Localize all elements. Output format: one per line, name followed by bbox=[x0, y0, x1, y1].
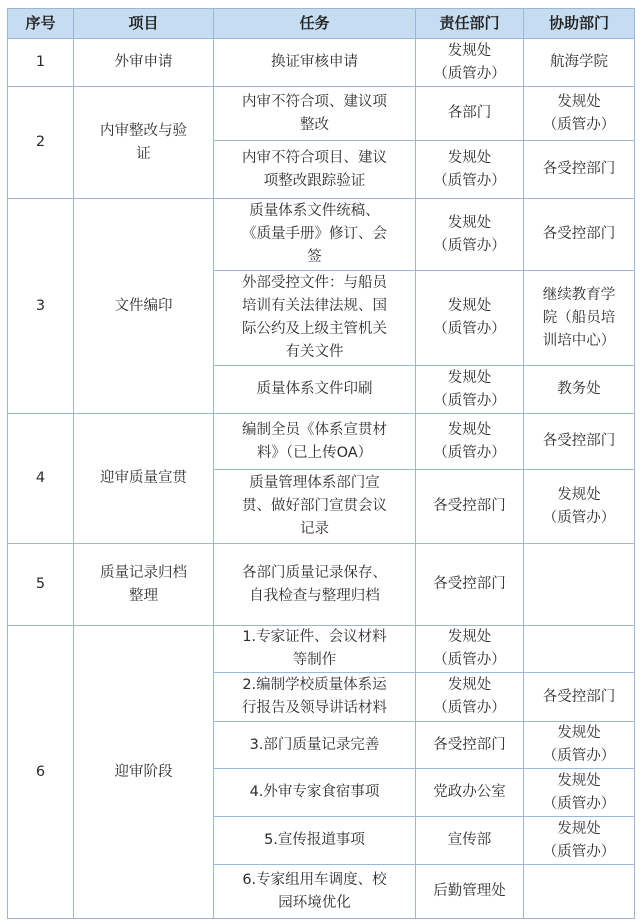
responsible-cell: 发规处 （质管办） bbox=[416, 414, 524, 470]
assist-cell: 发规处 （质管办） bbox=[524, 769, 635, 817]
table-header-row bbox=[8, 9, 635, 39]
task-cell: 外部受控文件：与船员 培训有关法律法规、国 际公约及上级主管机关 有关文件 bbox=[214, 271, 416, 366]
assist-cell: 各受控部门 bbox=[524, 673, 635, 722]
item-cell: 迎审质量宣贯 bbox=[74, 414, 214, 544]
responsible-cell: 发规处 （质管办） bbox=[416, 673, 524, 722]
task-cell: 1.专家证件、会议材料 等制作 bbox=[214, 626, 416, 673]
item-cell: 迎审阶段 bbox=[74, 626, 214, 919]
task-cell: 2.编制学校质量体系运 行报告及领导讲话材料 bbox=[214, 673, 416, 722]
responsible-cell: 后勤管理处 bbox=[416, 865, 524, 919]
table-row bbox=[8, 87, 635, 141]
item-cell: 质量记录归档 整理 bbox=[74, 544, 214, 626]
assist-cell: 各受控部门 bbox=[524, 414, 635, 470]
item-cell: 外审申请 bbox=[74, 39, 214, 87]
responsible-cell: 各受控部门 bbox=[416, 470, 524, 544]
task-cell: 3.部门质量记录完善 bbox=[214, 722, 416, 769]
task-cell: 编制全员《体系宣贯材 料》（已上传OA） bbox=[214, 414, 416, 470]
task-cell: 5.宣传报道事项 bbox=[214, 817, 416, 865]
responsible-cell: 宣传部 bbox=[416, 817, 524, 865]
assist-cell: 继续教育学 院（船员培 训培中心） bbox=[524, 271, 635, 366]
assist-cell: 发规处 （质管办） bbox=[524, 722, 635, 769]
responsible-cell: 各部门 bbox=[416, 87, 524, 141]
table-row bbox=[8, 414, 635, 470]
assist-cell bbox=[524, 626, 635, 673]
table-row bbox=[8, 544, 635, 626]
assist-cell: 教务处 bbox=[524, 366, 635, 414]
assist-cell bbox=[524, 544, 635, 626]
item-cell: 文件编印 bbox=[74, 199, 214, 414]
row-number: 4 bbox=[8, 414, 74, 544]
task-cell: 6.专家组用车调度、校 园环境优化 bbox=[214, 865, 416, 919]
row-number: 5 bbox=[8, 544, 74, 626]
responsible-cell: 各受控部门 bbox=[416, 544, 524, 626]
responsible-cell: 发规处 （质管办） bbox=[416, 199, 524, 271]
assist-cell: 发规处 （质管办） bbox=[524, 817, 635, 865]
assist-cell: 发规处 （质管办） bbox=[524, 470, 635, 544]
responsible-cell: 发规处 （质管办） bbox=[416, 141, 524, 199]
responsible-cell: 党政办公室 bbox=[416, 769, 524, 817]
responsible-cell: 发规处 （质管办） bbox=[416, 366, 524, 414]
responsible-cell: 各受控部门 bbox=[416, 722, 524, 769]
item-cell: 内审整改与验 证 bbox=[74, 87, 214, 199]
task-cell: 4.外审专家食宿事项 bbox=[214, 769, 416, 817]
task-cell: 内审不符合项、建议项 整改 bbox=[214, 87, 416, 141]
header-no: 序号 bbox=[8, 9, 74, 39]
assist-cell: 航海学院 bbox=[524, 39, 635, 87]
row-number: 3 bbox=[8, 199, 74, 414]
responsible-cell: 发规处 （质管办） bbox=[416, 39, 524, 87]
assist-cell bbox=[524, 865, 635, 919]
row-number: 6 bbox=[8, 626, 74, 919]
table-row bbox=[8, 39, 635, 87]
row-number: 1 bbox=[8, 39, 74, 87]
assist-cell: 各受控部门 bbox=[524, 141, 635, 199]
task-cell: 各部门质量记录保存、 自我检查与整理归档 bbox=[214, 544, 416, 626]
task-table bbox=[7, 8, 635, 919]
responsible-cell: 发规处 （质管办） bbox=[416, 626, 524, 673]
header-item: 项目 bbox=[74, 9, 214, 39]
header-responsible: 责任部门 bbox=[416, 9, 524, 39]
header-task: 任务 bbox=[214, 9, 416, 39]
assist-cell: 发规处 （质管办） bbox=[524, 87, 635, 141]
task-cell: 质量体系文件统稿、 《质量手册》修订、会 签 bbox=[214, 199, 416, 271]
task-cell: 内审不符合项目、建议 项整改跟踪验证 bbox=[214, 141, 416, 199]
task-cell: 质量体系文件印刷 bbox=[214, 366, 416, 414]
task-cell: 换证审核申请 bbox=[214, 39, 416, 87]
table-row bbox=[8, 626, 635, 673]
row-number: 2 bbox=[8, 87, 74, 199]
responsible-cell: 发规处 （质管办） bbox=[416, 271, 524, 366]
task-cell: 质量管理体系部门宣 贯、做好部门宣贯会议 记录 bbox=[214, 470, 416, 544]
header-assist: 协助部门 bbox=[524, 9, 635, 39]
assist-cell: 各受控部门 bbox=[524, 199, 635, 271]
table-row bbox=[8, 199, 635, 271]
